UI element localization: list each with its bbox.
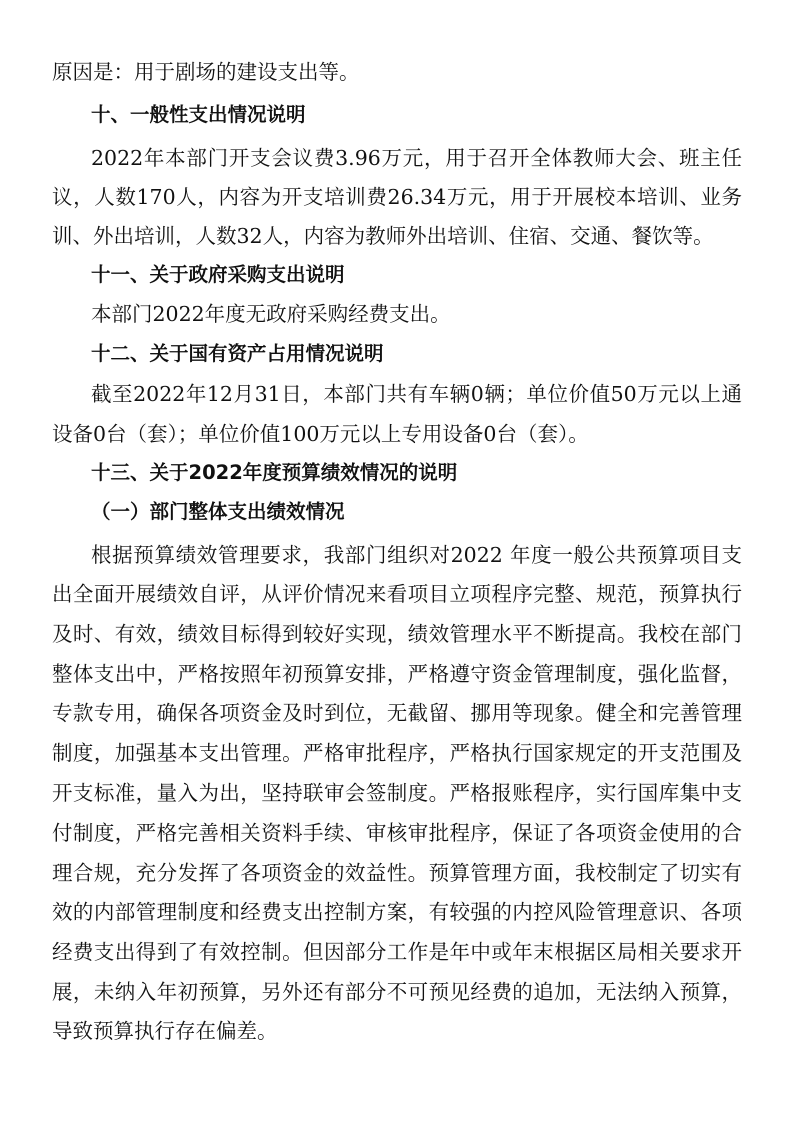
paragraph-line: 议，人数170人，内容为开支培训费26.34万元，用于开展校本培训、业务 xyxy=(52,185,742,209)
paragraph-line: 截至2022年12月31日，本部门共有车辆0辆；单位价值50万元以上通 xyxy=(91,382,742,406)
paragraph-line: 2022年本部门开支会议费3.96万元，用于召开全体教师大会、班主任 xyxy=(91,146,742,170)
subsection-heading-1: （一）部门整体支出绩效情况 xyxy=(91,500,345,523)
paragraph-line: 导致预算执行存在偏差。 xyxy=(52,1019,278,1043)
paragraph-line: 开支标准，量入为出，坚持联审会签制度。严格报账程序，实行国库集中支 xyxy=(52,781,742,805)
paragraph-line: 设备0台（套）；单位价值100万元以上专用设备0台（套）。 xyxy=(52,422,589,446)
paragraph-line: 专款专用，确保各项资金及时到位，无截留、挪用等现象。健全和完善管理 xyxy=(52,701,742,725)
section-heading-13: 十三、关于2022年度预算绩效情况的说明 xyxy=(91,461,458,484)
section-heading-10: 十、一般性支出情况说明 xyxy=(91,103,306,126)
paragraph-line: 整体支出中，严格按照年初预算安排，严格遵守资金管理制度，强化监督， xyxy=(52,662,742,686)
paragraph-line: 经费支出得到了有效控制。但因部分工作是年中或年末根据区局相关要求开 xyxy=(52,940,742,964)
paragraph-line: 制度，加强基本支出管理。严格审批程序，严格执行国家规定的开支范围及 xyxy=(52,741,742,765)
paragraph-line: 出全面开展绩效自评，从评价情况来看项目立项程序完整、规范，预算执行 xyxy=(52,582,742,606)
paragraph-line: 及时、有效，绩效目标得到较好实现，绩效管理水平不断提高。我校在部门 xyxy=(52,622,742,646)
paragraph-line: 原因是：用于剧场的建设支出等。 xyxy=(52,60,360,84)
paragraph-line: 训、外出培训，人数32人，内容为教师外出培训、住宿、交通、餐饮等。 xyxy=(52,224,714,248)
paragraph-line: 展，未纳入年初预算，另外还有部分不可预见经费的追加，无法纳入预算， xyxy=(52,980,742,1004)
paragraph-line: 效的内部管理制度和经费支出控制方案，有较强的内控风险管理意识、各项 xyxy=(52,900,742,924)
paragraph-line: 本部门2022年度无政府采购经费支出。 xyxy=(91,302,451,326)
paragraph-line: 根据预算绩效管理要求，我部门组织对2022 年度一般公共预算项目支 xyxy=(91,543,742,567)
paragraph-line: 付制度，严格完善相关资料手续、审核审批程序，保证了各项资金使用的合 xyxy=(52,821,742,845)
section-heading-12: 十二、关于国有资产占用情况说明 xyxy=(91,342,384,365)
section-heading-11: 十一、关于政府采购支出说明 xyxy=(91,263,345,286)
paragraph-line: 理合规，充分发挥了各项资金的效益性。预算管理方面，我校制定了切实有 xyxy=(52,861,742,885)
